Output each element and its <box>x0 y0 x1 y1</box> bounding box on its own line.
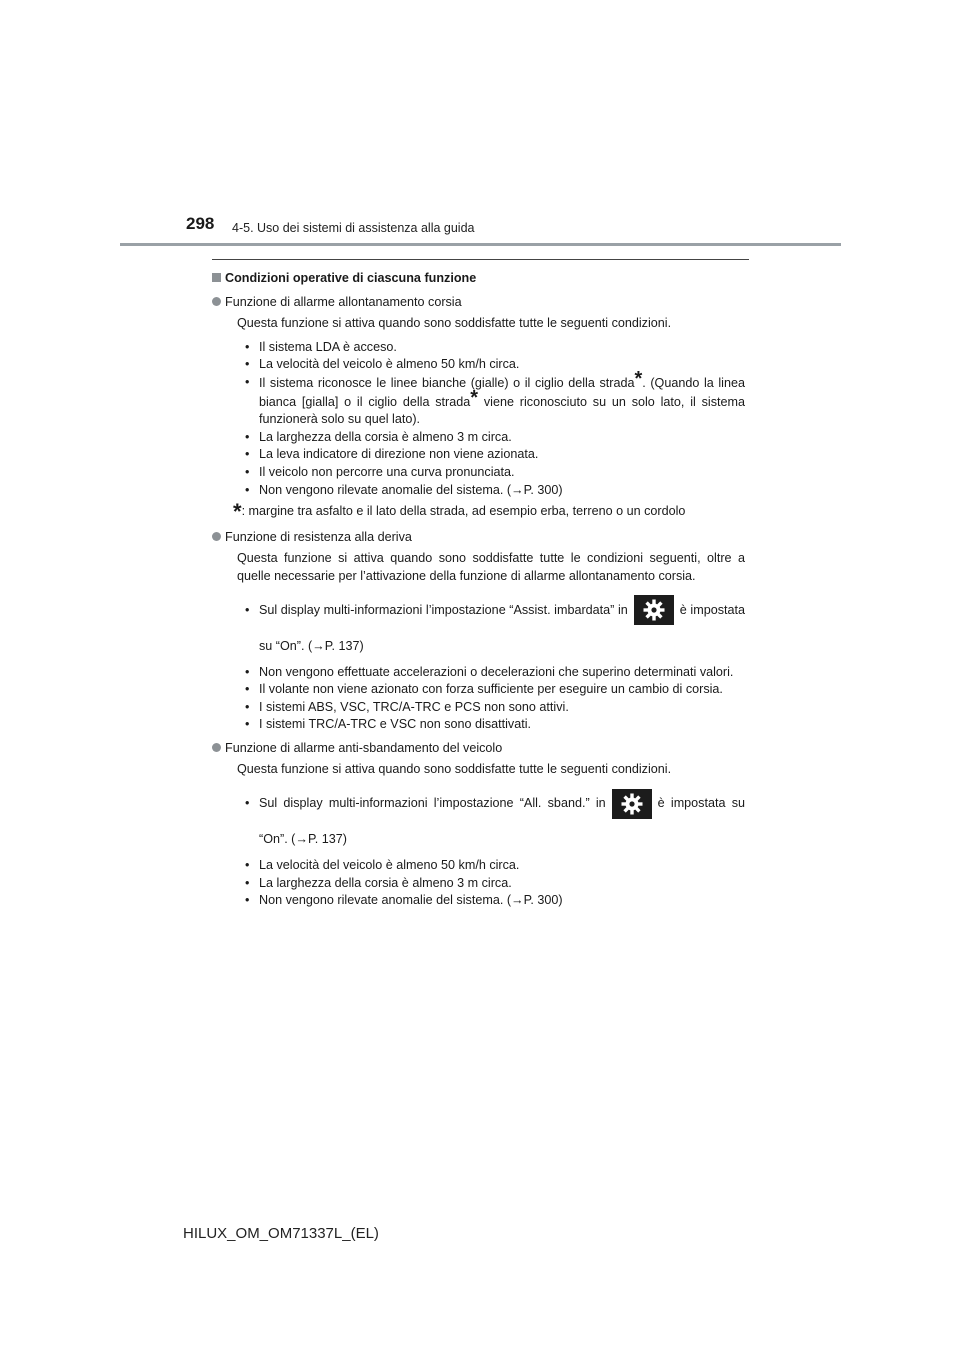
list-item: • Il volante non viene azionato con forza sufficiente per eseguire un cambio di corsia. <box>237 681 745 699</box>
list-item: • Non vengono rilevate anomalie del sistema. (→P. 300) <box>237 482 745 500</box>
func2-list <box>237 592 745 734</box>
list-item: • La leva indicatore di direzione non viene azionata. <box>237 446 745 464</box>
list-item: • Non vengono rilevate anomalie del sistema. (→P. 300) <box>237 892 745 910</box>
footnote: *: margine tra asfalto e il lato della strada, ad esempio erba, terreno o un cordolo <box>233 499 686 525</box>
content <box>212 266 745 910</box>
page-number: 298 <box>186 214 215 233</box>
list-item: • Non vengono effettuate accelerazioni o decelerazioni che superino determinati valori. <box>237 664 745 682</box>
list-item: • Il sistema riconosce le linee bianche (gialle) o il ciglio della strada*. (Quando la linea bianca [gialla] o il ciglio della strada* viene riconosciuto su un solo lato, il sistema funzionerà solo su quel lato). <box>237 374 745 429</box>
content-rule <box>212 259 749 260</box>
func1-list <box>237 339 745 499</box>
list-item: • I sistemi ABS, VSC, TRC/A-TRC e PCS non sono attivi. <box>237 699 745 717</box>
func1-heading: Funzione di allarme allontanamento corsia <box>212 294 745 312</box>
func3-heading: Funzione di allarme anti-sbandamento del veicolo <box>212 740 745 758</box>
list-item: • La velocità del veicolo è almeno 50 km/h circa. <box>237 356 745 374</box>
main-heading: Condizioni operative di ciascuna funzione <box>212 270 745 288</box>
footnote-star: * <box>233 499 242 525</box>
list-item: • Sul display multi-informazioni l’impostazione “All. sband.” in è impostata su “On”. (→P. 137) <box>237 785 745 857</box>
header-rule <box>120 243 841 246</box>
section-title: 4-5. Uso dei sistemi di assistenza alla guida <box>232 221 475 235</box>
list-item: • I sistemi TRC/A-TRC e VSC non sono disattivati. <box>237 716 745 734</box>
func3-intro: Questa funzione si attiva quando sono soddisfatte tutte le seguenti condizioni. <box>237 762 672 777</box>
list-item: • Il veicolo non percorre una curva pronunciata. <box>237 464 745 482</box>
circle-bullet-icon <box>212 743 221 752</box>
gear-icon <box>612 789 652 819</box>
footer-code: HILUX_OM_OM71337L_(EL) <box>183 1225 379 1242</box>
list-item: • Il sistema LDA è acceso. <box>237 339 745 357</box>
circle-bullet-icon <box>212 532 221 541</box>
func1-intro: Questa funzione si attiva quando sono soddisfatte tutte le seguenti condizioni. <box>237 316 672 331</box>
footnote-star: * <box>634 367 643 390</box>
list-item: • La larghezza della corsia è almeno 3 m circa. <box>237 429 745 447</box>
square-bullet-icon <box>212 273 221 282</box>
func3-list <box>237 785 745 910</box>
footnote-star: * <box>470 386 479 409</box>
func2-heading: Funzione di resistenza alla deriva <box>212 529 745 547</box>
func2-intro: Questa funzione si attiva quando sono soddisfatte tutte le condizioni seguenti, oltre a quelle necessarie per l’attivazione della funzione di allarme allontanamento corsia. <box>237 551 745 583</box>
circle-bullet-icon <box>212 297 221 306</box>
list-item: • La velocità del veicolo è almeno 50 km/h circa. <box>237 857 745 875</box>
list-item: • La larghezza della corsia è almeno 3 m circa. <box>237 875 745 893</box>
list-item: • Sul display multi-informazioni l’impostazione “Assist. imbardata” in è impostata su “On”. (→P. 137) <box>237 592 745 664</box>
gear-icon <box>634 595 674 625</box>
